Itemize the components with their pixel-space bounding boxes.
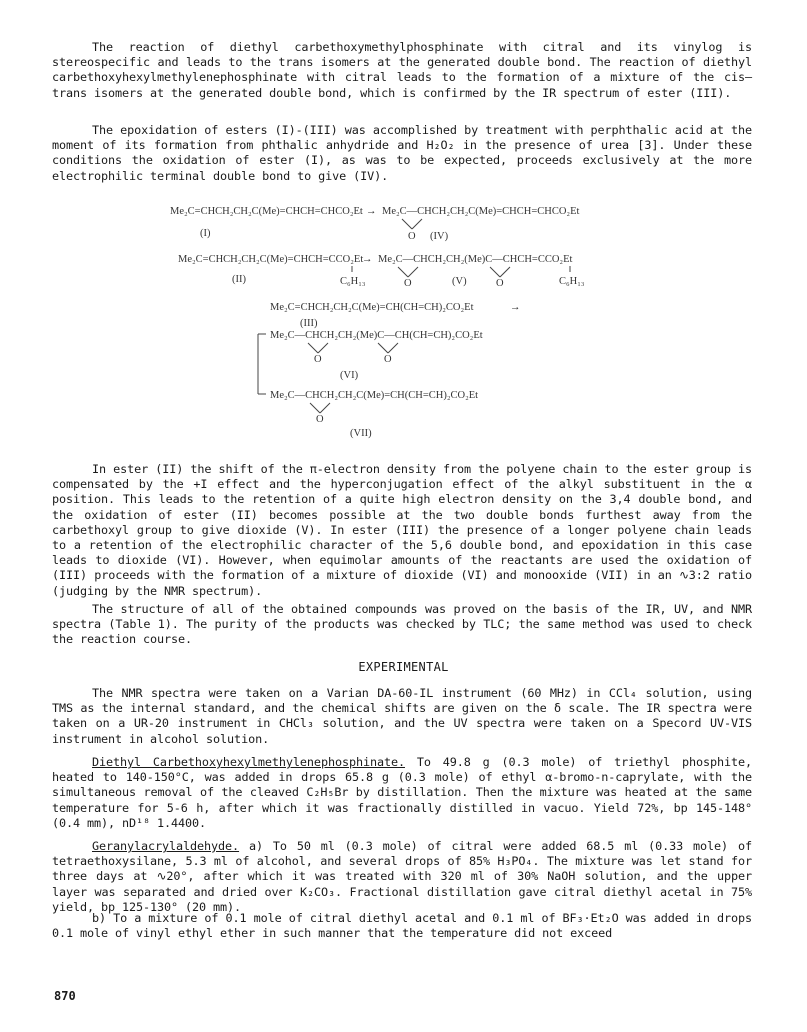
scheme-epoxide-oxygen: O [408,231,416,242]
paragraph-phosphinate-synthesis [52,755,752,831]
scheme-label-I: (I) [200,228,211,239]
scheme-hexyl-right: C₆H₁₃ [559,276,585,287]
scheme-epoxide-oxygen: O [496,278,504,289]
paragraph-geranylacrylaldehyde [52,839,752,915]
scheme-label-V: (V) [452,276,467,287]
paragraph-epoxidation: The epoxidation of esters (I)-(III) was accomplished by treatment with perphthalic acid at the moment of its formation from phthalic anhydride and H₂O₂ in the presence of urea [3]. Under these conditions the oxidation of ester (I), as was to be expected, proceeds exclusively at the more electrophilic terminal double bond to give (IV). [52,123,752,183]
scheme-label-IV: (IV) [430,231,449,242]
paragraph-procedure-b: b) To a mixture of 0.1 mole of citral diethyl acetal and 0.1 ml of BF₃·Et₂O was added in drops 0.1 mole of vinyl ethyl ether in such manner that the temperature did not exceed [52,911,752,941]
scheme-label-II: (II) [232,274,246,285]
scheme-label-III: (III) [300,318,318,329]
compound-title: Geranylacrylaldehyde. [92,839,240,853]
scheme-label-VII: (VII) [350,428,372,439]
scheme-epoxide-IV: Me₂C—CHCH₂CH₂C(Me)=CHCH=CHCO₂Et [382,206,580,217]
scheme-ester-III: Me₂C=CHCH₂CH₂C(Me)=CH(CH=CH)₂CO₂Et [270,302,474,313]
scheme-epoxide-oxygen: O [384,354,392,365]
scheme-label-VI: (VI) [340,370,359,381]
scheme-arrow-1: → [366,206,377,217]
scheme-ester-I: Me₂C=CHCH₂CH₂C(Me)=CHCH=CHCO₂Et [170,206,363,217]
scheme-ester-II: Me₂C=CHCH₂CH₂C(Me)=CHCH=CCO₂Et [178,254,364,265]
scheme-epoxide-oxygen: O [314,354,322,365]
page-number: 870 [54,989,76,1003]
scheme-arrow-3: → [510,302,521,313]
compound-title: Diethyl Carbethoxyhexylmethylenephosphinate. [92,755,405,769]
scheme-hexyl-left: C₆H₁₃ [340,276,366,287]
paragraph-electron-density: In ester (II) the shift of the π-electron density from the polyene chain to the ester group is compensated by the +I effect and the hyperconjugation effect of the alkyl substituent in the α position. This leads to the retention of a quite high electron density on the 3,4 double bond, and the oxidation of ester (II) becomes possible at the two double bonds furthest away from the carbethoxyl group to give dioxide (V). In ester (III) the presence of a longer polyene chain leads to a retention of the electrophilic character of the 5,6 double bond, and epoxidation in this case leads to dioxide (VI). However, when equimolar amounts of the reactants are used the oxidation of (III) proceeds with the formation of a mixture of dioxide (VI) and monooxide (VII) in an ∿3:2 ratio (judging by the NMR spectrum). [52,462,752,598]
section-heading-experimental: EXPERIMENTAL [358,660,449,674]
epoxide-bond [402,219,412,229]
reaction-scheme [150,198,650,443]
paragraph-structure-proof: The structure of all of the obtained compounds was proved on the basis of the IR, UV, and NMR spectra (Table 1). The purity of the products was checked by TLC; the same method was used to check the reaction course. [52,602,752,647]
paragraph-instruments: The NMR spectra were taken on a Varian DA-60-IL instrument (60 MHz) in CCl₄ solution, using TMS as the internal standard, and the chemical shifts are given on the δ scale. The IR spectra were taken on a UR-20 instrument in CHCl₃ solution, and the UV spectra were taken on a Specord UV-VIS instrument in alcohol solution. [52,686,752,746]
scheme-monooxide-VII: Me₂C—CHCH₂CH₂C(Me)=CH(CH=CH)₂CO₂Et [270,390,479,401]
scheme-dioxide-VI: Me₂C—CHCH₂CH₂(Me)C—CH(CH=CH)₂CO₂Et [270,330,483,341]
scheme-arrow-2: → [362,254,373,265]
paragraph-stereospecific-reaction: The reaction of diethyl carbethoxymethylphosphinate with citral and its vinylog is stereospecific and leads to the trans isomers at the generated double bond. The reaction of diethyl carbethoxyhexylmethylenephosphinate with citral leads to the formation of a mixture of the cis–trans isomers at the generated double bond, which is confirmed by the IR spectrum of ester (III). [52,40,752,100]
scheme-dioxide-V: Me₂C—CHCH₂CH₂(Me)C—CHCH=CCO₂Et [378,254,573,265]
procedure-text: To 49.8 g (0.3 mole) of triethyl phosphite, heated to 140-150°C, was added in drops 65.8 g (0.3 mole) of ethyl α-bromo-n-caprylate, with the simultaneous removal of the cleaved C₂H₅Br by distillation. Then the mixture was heated at the same temperature for 5-6 h, after which it was fractionally distilled in vacuo. Yield 72%, bp 145-148° (0.4 mm), nD¹⁸ 1.4400. [52,755,752,830]
scheme-epoxide-oxygen: O [316,414,324,425]
epoxide-bond [412,219,422,229]
scheme-epoxide-oxygen: O [404,278,412,289]
procedure-text: a) To 50 ml (0.3 mole) of citral were added 68.5 ml (0.33 mole) of tetraethoxysilane, 5.3 ml of alcohol, and several drops of 85% H₃PO₄. The mixture was let stand for three days at ∿20°, after which it was treated with 320 ml of 30% NaOH solution, and the upper layer was separated and dried over K₂CO₃. Fractional distillation gave citral diethyl acetal in 75% yield, bp 125-130° (20 mm). [52,839,752,914]
